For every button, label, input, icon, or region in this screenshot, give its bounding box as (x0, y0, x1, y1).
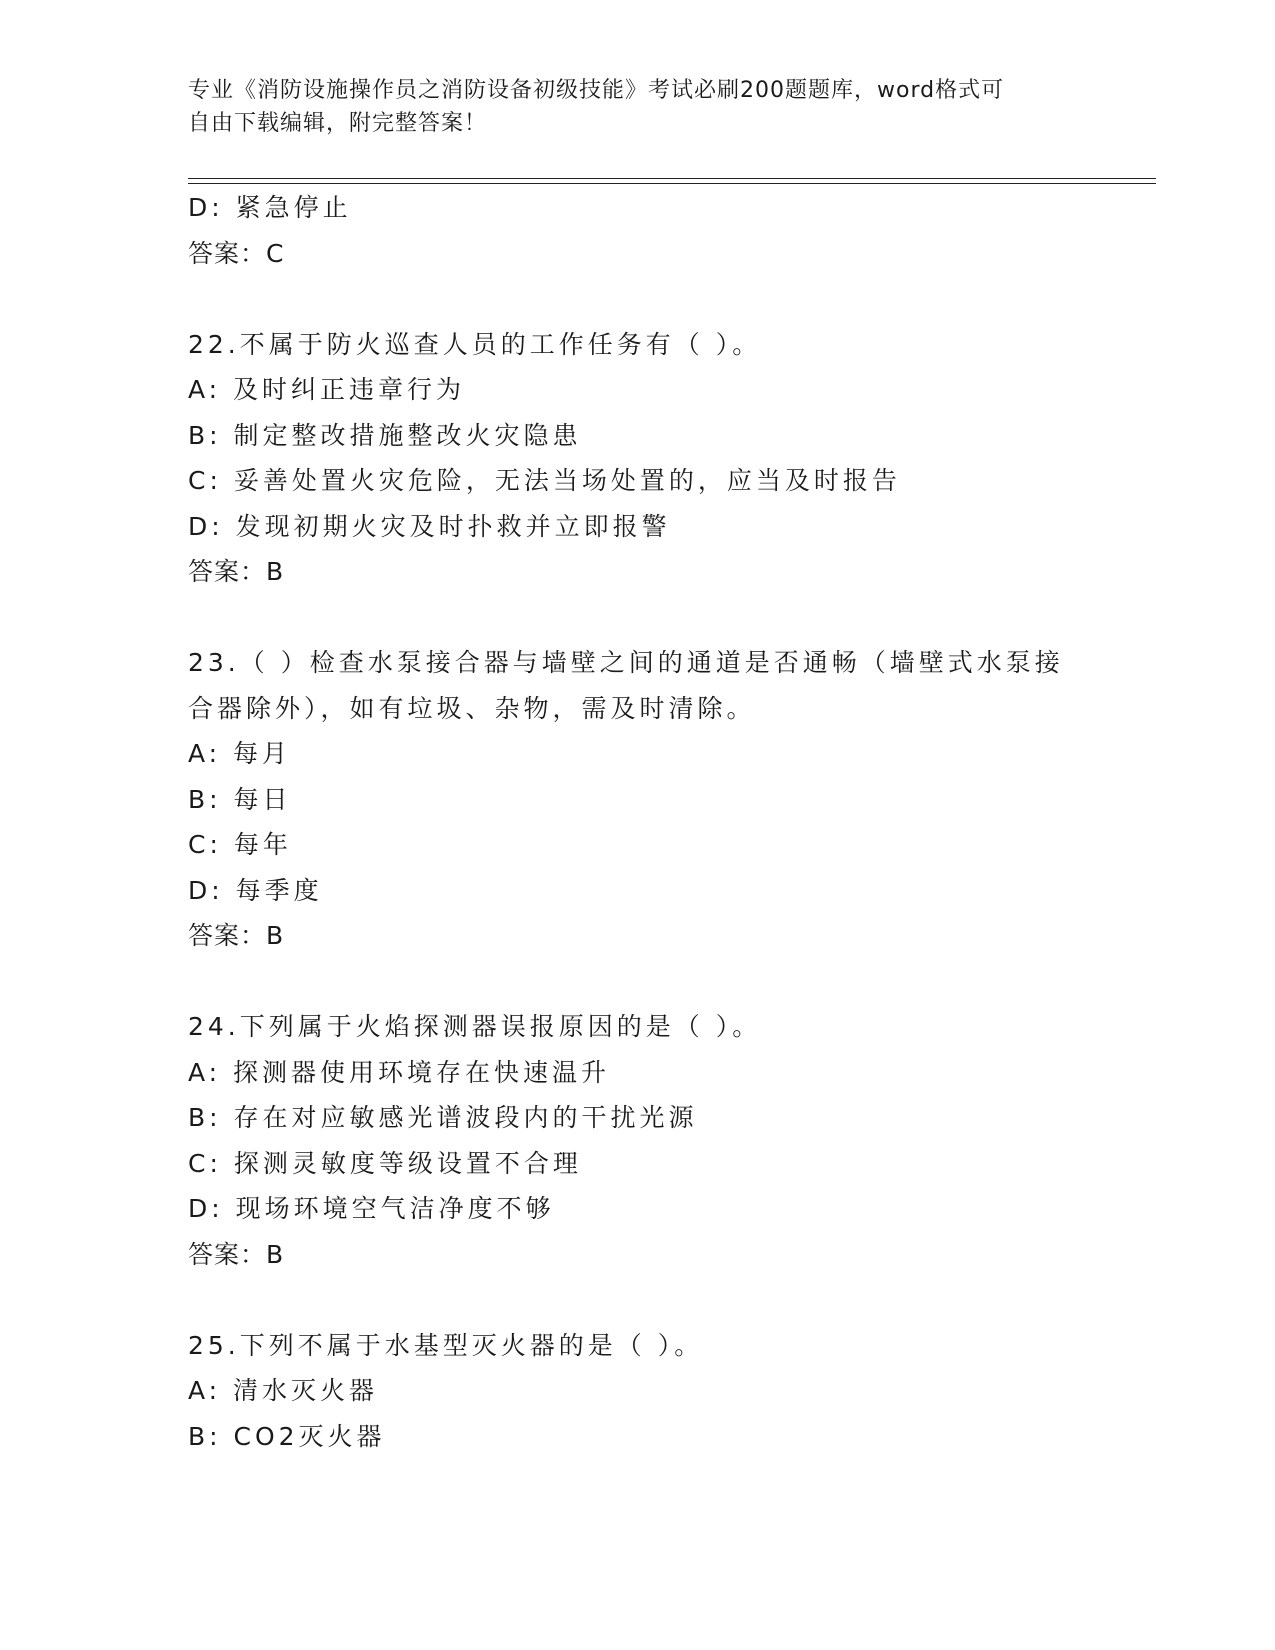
option-c: C: 探测灵敏度等级设置不合理 (188, 1148, 582, 1178)
option-d: D: 发现初期火灾及时扑救并立即报警 (188, 511, 671, 541)
spacer (188, 959, 1088, 1005)
option-a: A: 探测器使用环境存在快速温升 (188, 1057, 611, 1087)
option-a: A: 每月 (188, 739, 292, 768)
question-stem: 24.下列属于火焰探测器误报原因的是（ ）。 (188, 1012, 762, 1041)
option-d: D: 每季度 (188, 875, 323, 905)
spacer (188, 595, 1088, 641)
header-divider-top (188, 178, 1156, 179)
option-a: A: 及时纠正违章行为 (188, 375, 466, 404)
question-stem: 22.不属于防火巡查人员的工作任务有（ ）。 (188, 329, 762, 359)
option-b: B: 制定整改措施整改火灾隐患 (188, 420, 582, 450)
header-line-1: 专业《消防设施操作员之消防设备初级技能》考试必刷200题题库，word格式可 (188, 78, 1005, 103)
answer-line: 答案：B (188, 557, 285, 586)
question-content (188, 185, 1088, 1459)
header-line-2: 自由下载编辑，附完整答案！ (188, 111, 488, 136)
document-header (188, 74, 1068, 140)
answer-line: 答案：B (188, 1239, 285, 1269)
option-c: C: 每年 (188, 830, 292, 859)
answer-line: 答案：B (188, 921, 285, 950)
option-b: B: 每日 (188, 784, 292, 814)
question-stem: 25.下列不属于水基型灭火器的是（ ）。 (188, 1330, 704, 1360)
option-d: D: 紧急停止 (188, 193, 352, 222)
header-divider-bottom (188, 183, 1156, 184)
option-d: D: 现场环境空气洁净度不够 (188, 1194, 555, 1223)
option-b: B: CO2灭火器 (188, 1421, 386, 1451)
option-b: B: 存在对应敏感光谱波段内的干扰光源 (188, 1103, 698, 1132)
question-stem: 23.（ ）检查水泵接合器与墙壁之间的通道是否通畅（墙壁式水泵接 (188, 648, 1064, 677)
option-c: C: 妥善处置火灾危险，无法当场处置的，应当及时报告 (188, 466, 901, 495)
option-a: A: 清水灭火器 (188, 1376, 379, 1405)
question-stem-continued: 合器除外），如有垃圾、杂物，需及时清除。 (188, 693, 756, 723)
spacer (188, 1277, 1088, 1323)
answer-line: 答案：C (188, 238, 285, 268)
spacer (188, 276, 1088, 322)
